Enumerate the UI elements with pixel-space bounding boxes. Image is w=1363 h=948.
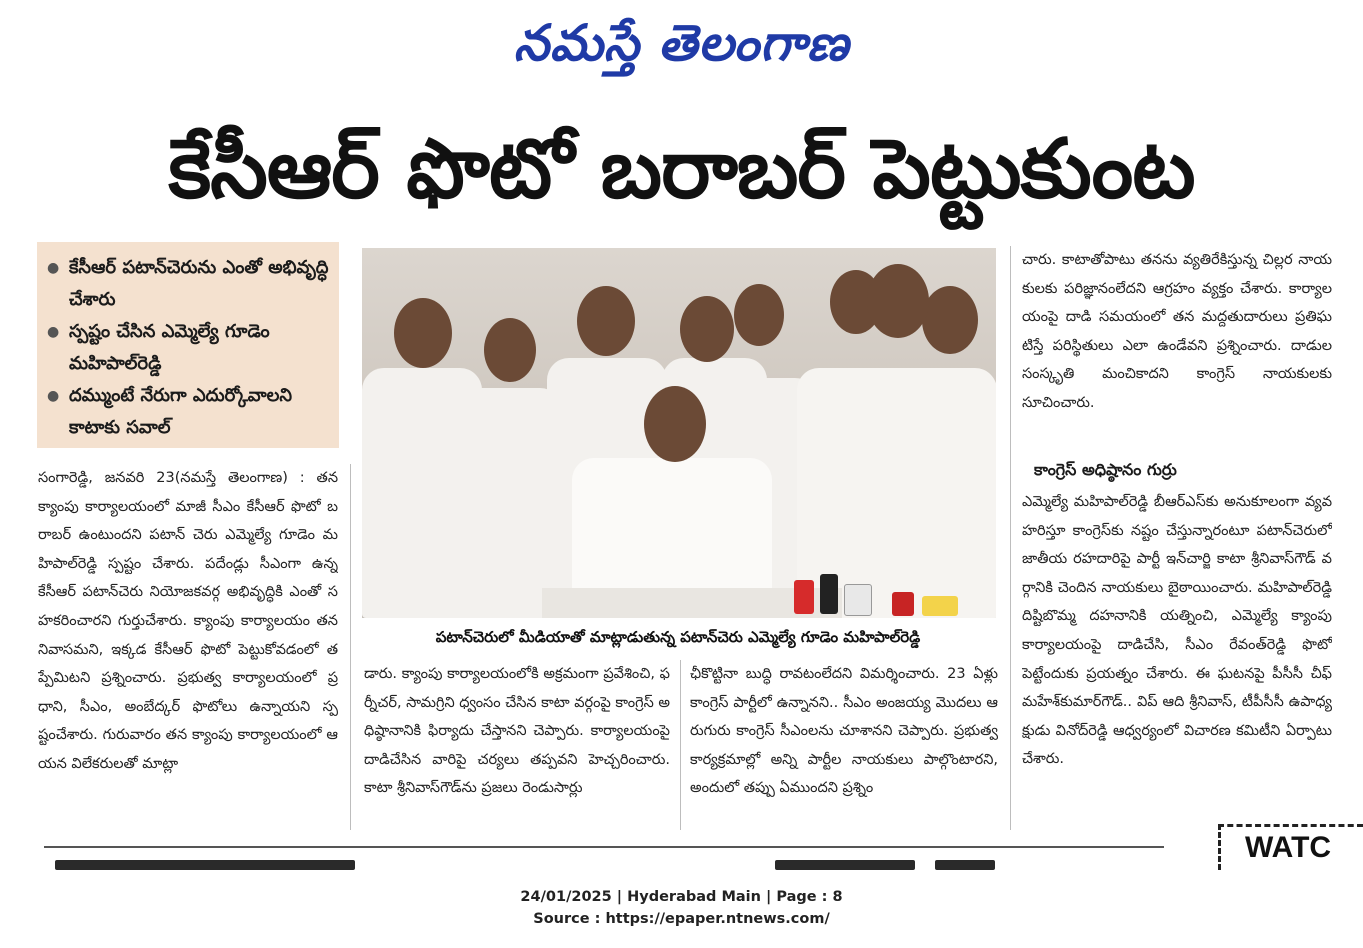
page-divider bbox=[44, 846, 1164, 848]
article-column-2: డారు. క్యాంపు కార్యాలయంలోకి అక్రమంగా ప్రవేశించి, ఫర్నీచర్, సామగ్రిని ధ్వంసం చేసిన కాటా వర్గంపై కాంగ్రెస్ అధిష్ఠానానికి ఫిర్యాదు చేస్తానని చెప్పారు. కార్యాలయంపై దాడిచేసిన వారిపై చర్యలు తప్పవని హెచ్చరించారు. కాటా శ్రీనివాస్‌గౌడ్‌ను ప్రజలు రెండుసార్లు bbox=[364, 666, 670, 797]
highlight-item bbox=[47, 252, 329, 316]
highlight-text: స్పష్టం చేసిన ఎమ్మెల్యే గూడెం మహిపాల్‌రెడ్డి bbox=[69, 321, 270, 374]
footer-source[interactable]: Source : https://epaper.ntnews.com/ bbox=[533, 911, 830, 927]
column-divider bbox=[350, 464, 351, 830]
masthead-logo: నమస్తే తెలంగాణ bbox=[513, 13, 850, 72]
article-column-1: సంగారెడ్డి, జనవరి 23(నమస్తే తెలంగాణ) : తన క్యాంపు కార్యాలయంలో మాజీ సీఎం కేసీఆర్ ఫొటో బరాబర్ ఉంటుందని పటాన్ చెరు ఎమ్మెల్యే గూడెం మహిపాల్‌రెడ్డి స్పష్టం చేశారు. పదేండ్లు సీఎంగా ఉన్న కేసీఆర్ పటాన్‌చెరు నియోజకవర్గ అభివృద్ధికి ఎంతో సహకరించారని గుర్తుచేశారు. క్యాంపు కార్యాలయం తన నివాసమని, ఇక్కడ కేసీఆర్ ఫొటో పెట్టుకోవడంలో తప్పేమిటని ప్రశ్నించారు. ప్రభుత్వ కార్యాలయంలో ప్రధాని, సీఎం, అంబేద్కర్ ఫొటోలు ఉన్నాయని స్పష్టంచేశారు. గురువారం తన క్యాంపు కార్యాలయంలో ఆయన విలేకరులతో మాట్లా bbox=[38, 470, 338, 772]
article-column-4: చారు. కాటాతోపాటు తనను వ్యతిరేకిస్తున్న చిల్లర నాయకులకు పరిజ్ఞానంలేదని ఆగ్రహం వ్యక్తం చేశారు. కార్యాలయంపై దాడి సమయంలో తన మద్దతుదారులు ప్రతిఘటిస్తే పరిస్థితులు ఎలా ఉండేవని ప్రశ్నించారు. దాడుల సంస్కృతి మంచికాదని కాంగ్రెస్ నాయకులకు సూచించారు. bbox=[1022, 252, 1332, 411]
highlights-box bbox=[37, 242, 339, 448]
highlight-text: కేసీఆర్ పటాన్‌చెరును ఎంతో అభివృద్ధి చేశారు bbox=[69, 257, 329, 310]
bullet-icon: ● bbox=[47, 324, 60, 340]
bullet-icon: ● bbox=[47, 388, 60, 404]
watch-badge bbox=[1218, 824, 1363, 870]
news-photo bbox=[362, 248, 996, 618]
footer-edition-info: 24/01/2025 | Hyderabad Main | Page : 8 bbox=[520, 889, 843, 905]
article-column-3: ఛీకొట్టినా బుద్ధి రావటంలేదని విమర్శించారు. 23 ఏళ్లు కాంగ్రెస్ పార్టీలో ఉన్నానని.. సీఎం అంజయ్య మొదలు ఆరుగురు కాంగ్రెస్ సీఎంలను చూశానని చెప్పారు. ప్రభుత్వ కార్యక్రమాల్లో అన్ని పార్టీల నాయకులు పాల్గొంటారని, అందులో తప్పు ఏముందని ప్రశ్నిం bbox=[690, 666, 998, 797]
photo-caption: పటాన్‌చెరులో మీడియాతో మాట్లాడుతున్న పటాన్‌చెరు ఎమ్మెల్యే గూడెం మహిపాల్‌రెడ్డి bbox=[435, 628, 921, 646]
highlight-item bbox=[47, 316, 329, 380]
bullet-icon: ● bbox=[47, 260, 60, 276]
highlight-item bbox=[47, 380, 329, 444]
article-column-4-continued: ఎమ్మెల్యే మహిపాల్‌రెడ్డి బీఆర్‌ఎస్‌కు అనుకూలంగా వ్యవహరిస్తూ కాంగ్రెస్‌కు నష్టం చేస్తున్నారంటూ పటాన్‌చెరులో జాతీయ రహదారిపై పార్టీ ఇన్‌చార్జి కాటా శ్రీనివాస్‌గౌడ్ వర్గానికి చెందిన నాయకులు బైఠాయించారు. మహిపాల్‌రెడ్డి దిష్టిబొమ్మ దహనానికి యత్నించి, ఎమ్మెల్యే క్యాంపు కార్యాలయంపై దాడిచేసి, సీఎం రేవంత్‌రెడ్డి ఫొటో పెట్టేందుకు ప్రయత్నం చేశారు. ఈ ఘటనపై పీసీసీ చీఫ్ మహేశ్‌కుమార్‌గౌడ్.. విప్ ఆది శ్రీనివాస్, టీపీసీసీ ఉపాధ్యక్షుడు వినోద్‌రెడ్డి ఆధ్వర్యంలో విచారణ కమిటీని ఏర్పాటు చేశారు. bbox=[1022, 494, 1332, 768]
column-divider bbox=[1010, 246, 1011, 830]
next-article-teaser bbox=[55, 852, 1205, 872]
column-divider bbox=[680, 660, 681, 830]
article-subhead: కాంగ్రెస్ అధిష్ఠానం గుర్రు bbox=[1034, 460, 1177, 479]
headline: కేసీఆర్ ఫొటో బరాబర్ పెట్టుకుంట bbox=[168, 122, 1195, 217]
watch-label: WATC bbox=[1245, 831, 1332, 864]
highlight-text: దమ్ముంటే నేరుగా ఎదుర్కోవాలని కాటాకు సవాల్ bbox=[69, 385, 293, 438]
